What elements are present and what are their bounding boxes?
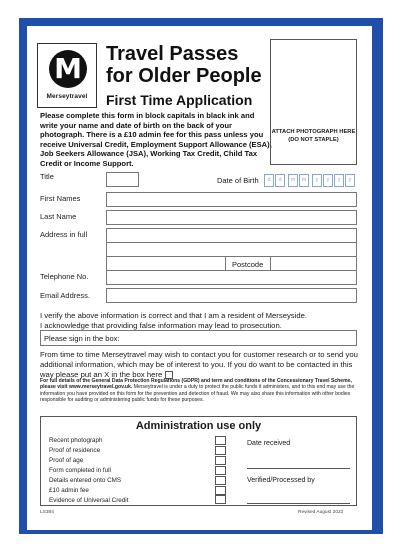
postcode-label: Postcode bbox=[232, 260, 264, 269]
merseytravel-logo bbox=[37, 43, 97, 108]
verified-by-line[interactable] bbox=[247, 503, 350, 504]
date-received-line[interactable] bbox=[247, 468, 350, 469]
admin-check-fee[interactable] bbox=[215, 486, 226, 495]
gdpr-fine-print bbox=[40, 378, 362, 404]
admin-check-completed[interactable] bbox=[215, 466, 226, 475]
dob-month-1[interactable]: m bbox=[288, 174, 298, 187]
address-line-3[interactable] bbox=[106, 256, 226, 271]
logo-m-icon: M bbox=[49, 50, 87, 88]
dob-year-4[interactable]: y bbox=[345, 174, 355, 187]
dob-day-1[interactable]: d bbox=[264, 174, 274, 187]
photo-attach-box bbox=[270, 39, 357, 165]
telephone-field[interactable] bbox=[106, 270, 357, 285]
address-line-2[interactable] bbox=[106, 242, 357, 257]
telephone-label: Telephone No. bbox=[40, 272, 89, 281]
address-line-1[interactable] bbox=[106, 228, 357, 243]
last-name-field[interactable] bbox=[106, 210, 357, 225]
admin-check-universal-credit[interactable] bbox=[215, 495, 226, 504]
dob-month-2[interactable]: m bbox=[299, 174, 309, 187]
postcode-field[interactable] bbox=[270, 256, 357, 271]
admin-use-panel bbox=[40, 416, 357, 506]
admin-item-completed: Form completed in full bbox=[49, 467, 111, 474]
admin-item-age: Proof of age bbox=[49, 457, 84, 464]
declaration-line-1: I verify the above information is correct and that I am a resident of Merseyside. bbox=[40, 311, 308, 320]
revision-date: Revised August 2022 bbox=[298, 510, 344, 515]
form-code: LS384 bbox=[40, 510, 54, 515]
email-label: Email Address. bbox=[40, 291, 91, 300]
contact-consent-text bbox=[40, 350, 362, 380]
signature-box[interactable] bbox=[40, 330, 357, 346]
signature-label: Please sign in the box: bbox=[44, 334, 120, 343]
photo-line-1: ATTACH PHOTOGRAPH HERE bbox=[271, 129, 356, 135]
title-label: Title bbox=[40, 172, 54, 181]
first-name-field[interactable] bbox=[106, 192, 357, 207]
photo-instructions bbox=[271, 128, 356, 144]
gdpr-bold-text: For full details of the General Data Protection Regulations (GDPR) and term and conditions of the Concessionary Travel Scheme, please visit www.merseytravel.gov.uk. bbox=[40, 378, 352, 391]
logo-brand-text: Merseytravel bbox=[46, 93, 88, 100]
admin-item-cms: Details entered onto CMS bbox=[49, 477, 122, 484]
dob-year-3[interactable]: y bbox=[334, 174, 344, 187]
date-received-label: Date received bbox=[247, 440, 291, 447]
admin-check-residence[interactable] bbox=[215, 446, 226, 455]
dob-year-2[interactable]: y bbox=[323, 174, 333, 187]
address-label: Address in full bbox=[40, 230, 88, 239]
admin-check-age[interactable] bbox=[215, 456, 226, 465]
dob-day-2[interactable]: d bbox=[275, 174, 285, 187]
page-title: Travel Passes for Older People bbox=[106, 43, 262, 87]
admin-item-universal-credit: Evidence of Universal Credit bbox=[49, 497, 129, 504]
page-subtitle: First Time Application bbox=[106, 92, 253, 108]
contact-consent-copy: From time to time Merseytravel may wish to contact you for customer research or to send you additional information, which may be of interest to you. If you do want to be contacted in this way please put an X in the box here bbox=[40, 350, 358, 379]
dob-year-1[interactable]: y bbox=[312, 174, 322, 187]
first-name-label: First Names bbox=[40, 194, 81, 203]
last-name-label: Last Name bbox=[40, 212, 77, 221]
intro-instructions: Please complete this form in block capitals in black ink and write your name and date of birth on the back of your photograph. There is a £10 admin fee for this pass unless you receive Universal Credit, Employment Support Allowance (ESA), Job Seekers Allowance (JSA), Working Tax Credit, Child Tax Credit or Income Support. bbox=[40, 111, 272, 168]
verified-by-label: Verified/Processed by bbox=[247, 477, 315, 484]
photo-line-2: (DO NOT STAPLE) bbox=[288, 137, 339, 143]
gdpr-rest-text: Merseytravel is under a duty to protect the public funds it administers, and to this end may use the information you have provided on this form for the prevention and detection of fraud. We may also share this information with other bodies responsible for auditing or administering public funds for these purposes. bbox=[40, 384, 355, 404]
admin-item-photo: Recent photograph bbox=[49, 437, 103, 444]
admin-item-fee: £10 admin fee bbox=[49, 487, 89, 494]
admin-check-cms[interactable] bbox=[215, 476, 226, 485]
title-field[interactable] bbox=[106, 172, 139, 187]
admin-item-residence: Proof of residence bbox=[49, 447, 101, 454]
admin-check-photo[interactable] bbox=[215, 436, 226, 445]
email-field[interactable] bbox=[106, 288, 357, 303]
declaration-line-2: I acknowledge that providing false information may lead to prosecution. bbox=[40, 321, 282, 330]
dob-label: Date of Birth bbox=[217, 176, 259, 185]
admin-title: Administration use only bbox=[135, 420, 262, 432]
declaration-text bbox=[40, 311, 360, 331]
